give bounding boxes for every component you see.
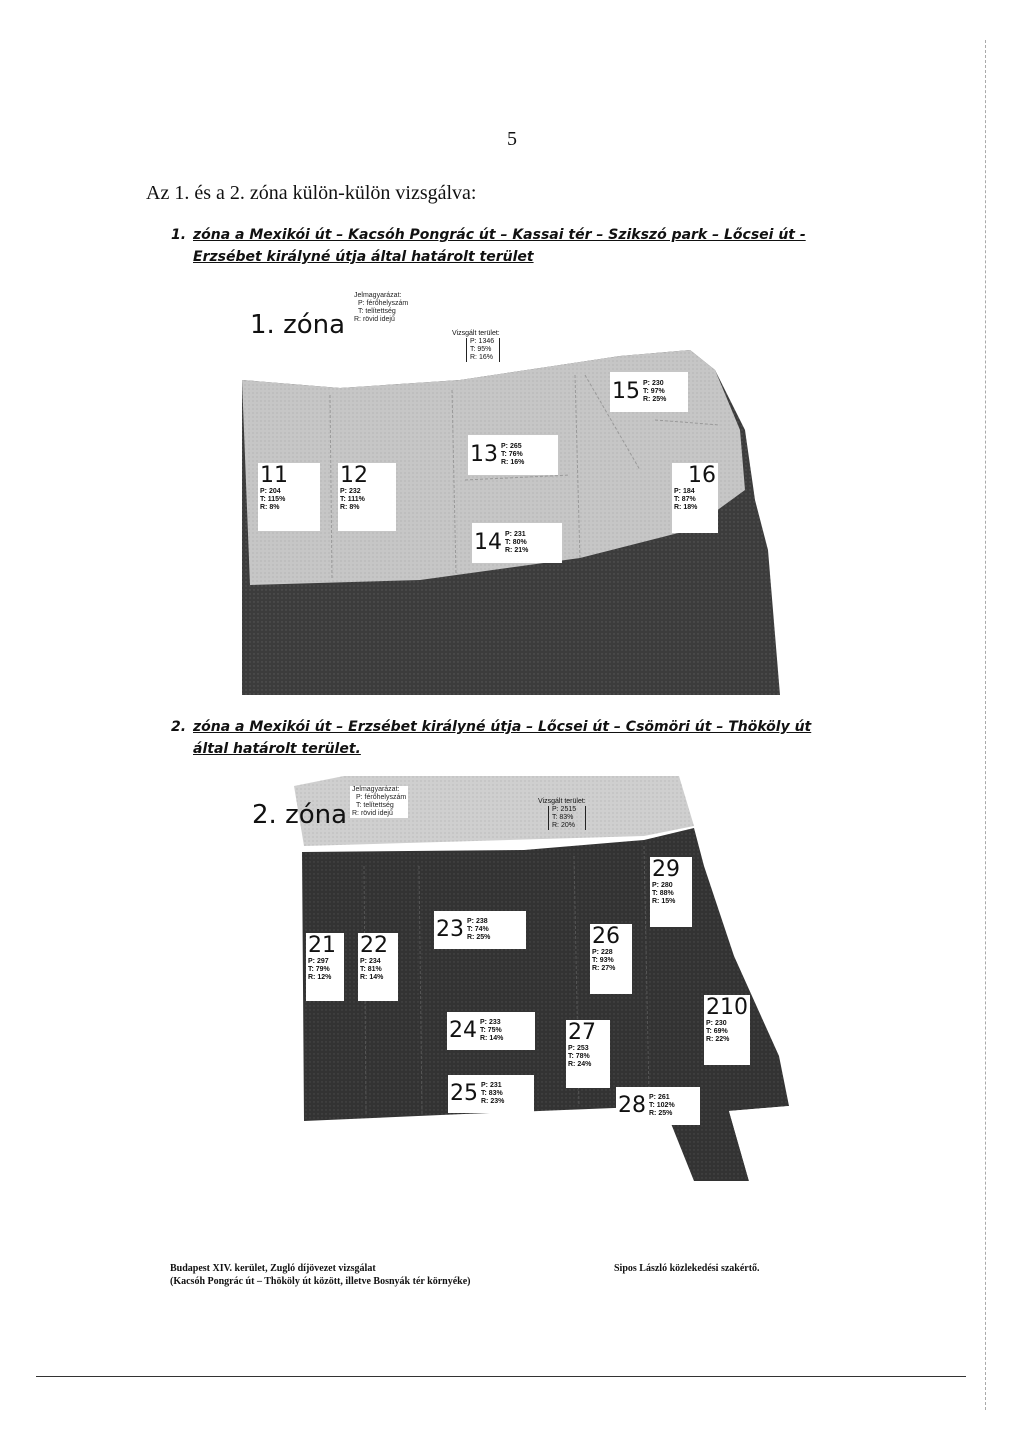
block-r: R: 12% — [308, 974, 332, 981]
block-p: P: 234 — [360, 958, 381, 965]
block-label-210 — [704, 995, 750, 1065]
zone2-number: 2. — [171, 719, 187, 735]
block-t: T: 93% — [592, 957, 614, 964]
zone2-title-line2: által határolt terület. — [193, 741, 361, 757]
block-r: R: 25% — [649, 1110, 673, 1117]
zone2-map-title: 2. zóna — [252, 800, 348, 830]
scan-edge — [985, 40, 986, 1410]
block-t: T: 81% — [360, 966, 382, 973]
block-p: P: 230 — [706, 1020, 727, 1027]
block-t: T: 115% — [260, 496, 286, 503]
block-r: R: 18% — [674, 504, 698, 511]
block-p: P: 231 — [481, 1082, 502, 1089]
block-label-26 — [590, 924, 632, 994]
block-t: T: 102% — [649, 1102, 675, 1109]
zone1-legend-title: Jelmagyarázat: — [354, 292, 402, 299]
block-t: T: 75% — [480, 1027, 502, 1034]
block-t: T: 78% — [568, 1053, 590, 1060]
block-r: R: 23% — [481, 1098, 505, 1105]
block-p: P: 184 — [674, 488, 695, 495]
block-r: R: 25% — [467, 934, 491, 941]
zone2-title-line1: zóna a Mexikói út – Erzsébet királyné útja – Lőcsei út – Csömöri út – Thököly út — [193, 719, 812, 735]
block-r: R: 16% — [501, 459, 525, 466]
block-p: P: 230 — [643, 380, 664, 387]
block-r: R: 15% — [652, 898, 676, 905]
block-t: T: 111% — [340, 496, 365, 503]
block-p: P: 297 — [308, 958, 329, 965]
block-number: 26 — [592, 924, 620, 949]
footer-right: Sipos László közlekedési szakértő. — [614, 1263, 760, 1274]
block-p: P: 231 — [505, 531, 526, 538]
zone2-area-p: P: 2515 — [552, 806, 577, 813]
block-number: 210 — [706, 995, 748, 1020]
block-number: 25 — [450, 1081, 478, 1106]
zone2-area-r: R: 20% — [552, 822, 575, 829]
block-number: 27 — [568, 1020, 596, 1045]
zone1-number: 1. — [171, 227, 187, 243]
block-t: T: 74% — [467, 926, 489, 933]
block-p: P: 280 — [652, 882, 673, 889]
zone1-area-r: R: 16% — [470, 354, 493, 361]
block-label-21 — [306, 933, 344, 1001]
bottom-rule — [36, 1376, 966, 1377]
block-r: R: 24% — [568, 1061, 592, 1068]
block-label-16 — [672, 463, 718, 533]
zone1-map — [220, 280, 800, 700]
zone1-legend-r: R: rövid idejű — [354, 316, 395, 323]
zone2-legend-t: T: telítettség — [356, 802, 394, 809]
block-number: 22 — [360, 933, 388, 958]
block-p: P: 265 — [501, 443, 522, 450]
zone1-area-title: Vizsgált terület: — [452, 330, 500, 337]
page-heading: Az 1. és a 2. zóna külön-külön vizsgálva: — [146, 182, 477, 204]
block-r: R: 21% — [505, 547, 529, 554]
block-p: P: 228 — [592, 949, 613, 956]
zone2-legend — [350, 786, 408, 818]
block-label-29 — [650, 857, 692, 927]
block-label-11 — [258, 463, 320, 531]
block-number: 29 — [652, 857, 680, 882]
zone2-area-title: Vizsgált terület: — [538, 798, 586, 805]
block-number: 28 — [618, 1093, 646, 1118]
block-label-13 — [468, 435, 558, 475]
zone1-title — [171, 224, 873, 268]
footer-left-line1: Budapest XIV. kerület, Zugló díjövezet vizsgálat — [170, 1263, 376, 1274]
block-number: 13 — [470, 442, 498, 467]
zone1-title-line2: Erzsébet királyné útja által határolt terület — [193, 249, 534, 265]
block-p: P: 204 — [260, 488, 281, 495]
footer-left — [170, 1262, 470, 1288]
block-number: 16 — [688, 463, 716, 488]
block-label-27 — [566, 1020, 610, 1088]
block-number: 24 — [449, 1018, 477, 1043]
page-number: 5 — [507, 128, 517, 150]
block-number: 23 — [436, 917, 464, 942]
zone1-legend-p: P: férőhelyszám — [358, 300, 409, 307]
block-t: T: 69% — [706, 1028, 728, 1035]
zone2-map — [224, 776, 804, 1186]
block-r: R: 14% — [360, 974, 384, 981]
block-r: R: 8% — [260, 504, 280, 511]
footer-left-line2: (Kacsóh Pongrác út – Thököly út között, illetve Bosnyák tér környéke) — [170, 1276, 471, 1287]
block-label-14 — [472, 523, 562, 563]
block-label-23 — [434, 911, 526, 949]
block-number: 21 — [308, 933, 336, 958]
block-t: T: 80% — [505, 539, 527, 546]
block-t: T: 76% — [501, 451, 523, 458]
block-label-12 — [338, 463, 396, 531]
block-p: P: 261 — [649, 1094, 670, 1101]
block-r: R: 25% — [643, 396, 667, 403]
block-r: R: 8% — [340, 504, 360, 511]
zone1-area-p: P: 1346 — [470, 338, 495, 345]
block-p: P: 232 — [340, 488, 361, 495]
block-t: T: 87% — [674, 496, 696, 503]
block-t: T: 88% — [652, 890, 674, 897]
zone1-title-line1: zóna a Mexikói út – Kacsóh Pongrác út – Kassai tér – Szikszó park – Lőcsei út - — [193, 227, 806, 243]
zone1-map-title: 1. zóna — [250, 310, 346, 340]
block-r: R: 22% — [706, 1036, 730, 1043]
block-t: T: 79% — [308, 966, 330, 973]
zone2-area-t: T: 83% — [552, 814, 574, 821]
block-number: 12 — [340, 463, 368, 488]
block-label-28 — [616, 1087, 700, 1125]
block-label-15 — [610, 372, 688, 412]
block-number: 14 — [474, 530, 502, 555]
block-p: P: 233 — [480, 1019, 501, 1026]
block-label-22 — [358, 933, 398, 1001]
block-t: T: 97% — [643, 388, 665, 395]
zone2-area-summary — [538, 798, 586, 830]
zone1-area-t: T: 95% — [470, 346, 492, 353]
zone2-legend-r: R: rövid idejű — [352, 810, 393, 817]
zone1-legend — [354, 292, 408, 324]
block-t: T: 83% — [481, 1090, 503, 1097]
block-p: P: 253 — [568, 1045, 589, 1052]
block-number: 15 — [612, 379, 640, 404]
block-label-24 — [447, 1012, 535, 1050]
block-r: R: 27% — [592, 965, 616, 972]
block-p: P: 238 — [467, 918, 488, 925]
zone2-title — [171, 716, 873, 760]
block-number: 11 — [260, 463, 288, 488]
block-label-25 — [448, 1075, 534, 1113]
zone2-legend-p: P: férőhelyszám — [356, 794, 407, 801]
zone1-area-summary — [452, 330, 500, 362]
zone1-legend-t: T: telítettség — [358, 308, 396, 315]
block-r: R: 14% — [480, 1035, 504, 1042]
zone2-legend-title: Jelmagyarázat: — [352, 786, 400, 793]
